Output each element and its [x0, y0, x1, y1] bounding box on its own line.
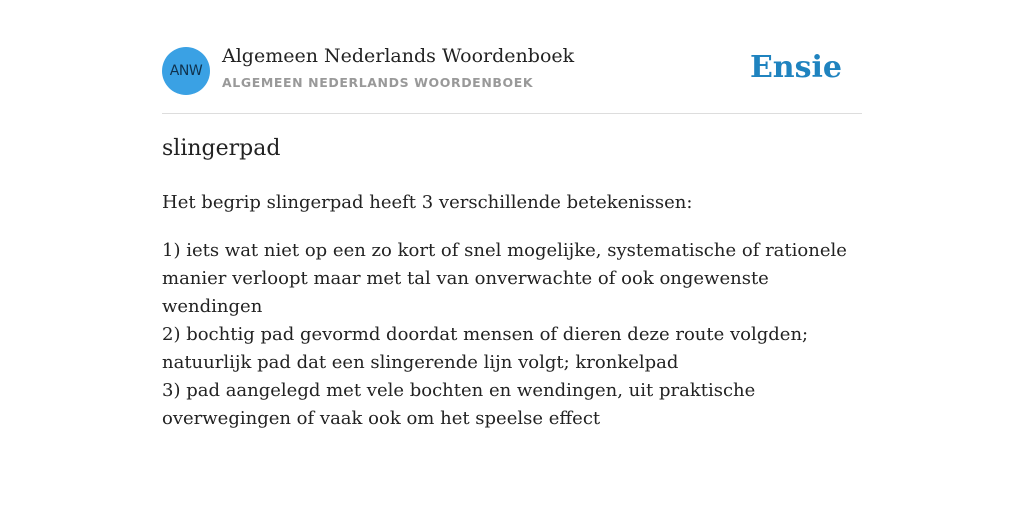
entry-intro: Het begrip slingerpad heeft 3 verschillende betekenissen:: [162, 192, 693, 213]
meaning-item: 3) pad aangelegd met vele bochten en wendingen, uit praktische overwegingen of vaak ook om het speelse effect: [162, 380, 756, 429]
entry-term: slingerpad: [162, 136, 281, 161]
anw-logo[interactable]: ANW: [162, 47, 210, 95]
page-container: [162, 0, 862, 429]
meanings-list: [162, 237, 862, 433]
ensie-logo[interactable]: Ensie: [749, 50, 842, 85]
source-title[interactable]: Algemeen Nederlands Woordenboek: [222, 45, 575, 67]
source-subtitle: ALGEMEEN NEDERLANDS WOORDENBOEK: [222, 75, 534, 90]
meaning-item: 2) bochtig pad gevormd doordat mensen of dieren deze route volgden; natuurlijk pad dat een slingerende lijn volgt; kronkelpad: [162, 324, 809, 373]
meaning-item: 1) iets wat niet op een zo kort of snel mogelijke, systematische of rationele manier verloopt maar met tal van onverwachte of ook ongewenste wendingen: [162, 240, 847, 317]
header: [162, 0, 862, 114]
